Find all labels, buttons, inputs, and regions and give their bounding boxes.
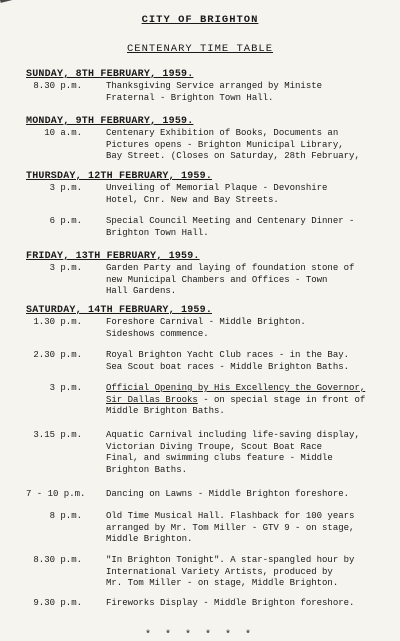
- document-title: CITY OF BRIGHTON: [141, 14, 259, 26]
- event-description: Thanksgiving Service arranged by Ministe Fraternal - Brighton Town Hall.: [106, 81, 323, 103]
- event-time: 8.30 p.m.: [33, 81, 82, 91]
- event-time: 3 p.m.: [49, 383, 82, 393]
- day-section-saturday: [26, 304, 394, 608]
- day-header: MONDAY, 9TH FEBRUARY, 1959.: [26, 116, 194, 127]
- event-time: 9.30 p.m.: [33, 598, 82, 608]
- event-description-rest: - on special stage in front of Middle Brighton Baths.: [106, 394, 366, 416]
- day-header: FRIDAY, 13TH FEBRUARY, 1959.: [26, 251, 200, 262]
- event-description-emphasis: Official Opening by His Excellency the Governor, Sir Dallas Brooks: [106, 383, 366, 405]
- event-time: 1.30 p.m.: [33, 317, 82, 327]
- document-subtitle: CENTENARY TIME TABLE: [126, 43, 274, 55]
- event-description: Centenary Exhibition of Books, Documents an Pictures opens - Brighton Municipal Library, Bay Street. (Closes on Saturday, 28th February,: [106, 128, 360, 161]
- event-description: Special Council Meeting and Centenary Dinner - Brighton Town Hall.: [106, 216, 355, 238]
- event-time: 3 p.m.: [49, 263, 82, 273]
- day-section-friday: [26, 250, 394, 296]
- event-description: Fireworks Display - Middle Brighton foreshore.: [106, 598, 355, 608]
- event-description: [106, 383, 398, 418]
- event-description: Garden Party and laying of foundation stone of new Municipal Chambers and Offices - Town Hall Gardens.: [106, 263, 355, 296]
- event-description: "In Brighton Tonight". A star-spangled hour by International Variety Artists, produced by Mr. Tom Miller - on stage, Middle Brighton.: [106, 555, 355, 588]
- footer-stars: * * * * * *: [144, 630, 255, 641]
- event-description: Foreshore Carnival - Middle Brighton. Sideshows commence.: [106, 317, 306, 339]
- event-time: 6 p.m.: [49, 216, 82, 226]
- event-time: 8 p.m.: [49, 511, 82, 521]
- event-description: Dancing on Lawns - Middle Brighton foreshore.: [106, 489, 350, 499]
- day-header: SATURDAY, 14TH FEBRUARY, 1959.: [26, 305, 213, 316]
- day-header: SUNDAY, 8TH FEBRUARY, 1959.: [26, 69, 194, 80]
- event-description: Aquatic Carnival including life-saving display, Victorian Diving Troupe, Scout Boat Race Final, and swimming clubs feature - Middle Brighton Baths.: [106, 430, 360, 475]
- event-time: 3 p.m.: [49, 183, 82, 193]
- day-header: THURSDAY, 12TH FEBRUARY, 1959.: [26, 171, 213, 182]
- day-section-thursday: [26, 170, 394, 238]
- event-time: 3.15 p.m.: [33, 430, 82, 440]
- event-description: Royal Brighton Yacht Club races - in the Bay. Sea Scout boat races - Middle Brighton Baths.: [106, 350, 350, 372]
- event-time: 10 a.m.: [44, 128, 82, 138]
- event-description: Unveiling of Memorial Plaque - Devonshire Hotel, Cnr. New and Bay Streets.: [106, 183, 328, 205]
- event-time: 8.30 p.m.: [33, 555, 82, 565]
- event-description: Old Time Musical Hall. Flashback for 100 years arranged by Mr. Tom Miller - GTV 9 - on stage, Middle Brighton.: [106, 511, 355, 544]
- event-time: 7 - 10 p.m.: [26, 489, 86, 499]
- event-time: 2.30 p.m.: [33, 350, 82, 360]
- day-section-sunday: [26, 68, 394, 103]
- day-section-monday: [26, 115, 394, 161]
